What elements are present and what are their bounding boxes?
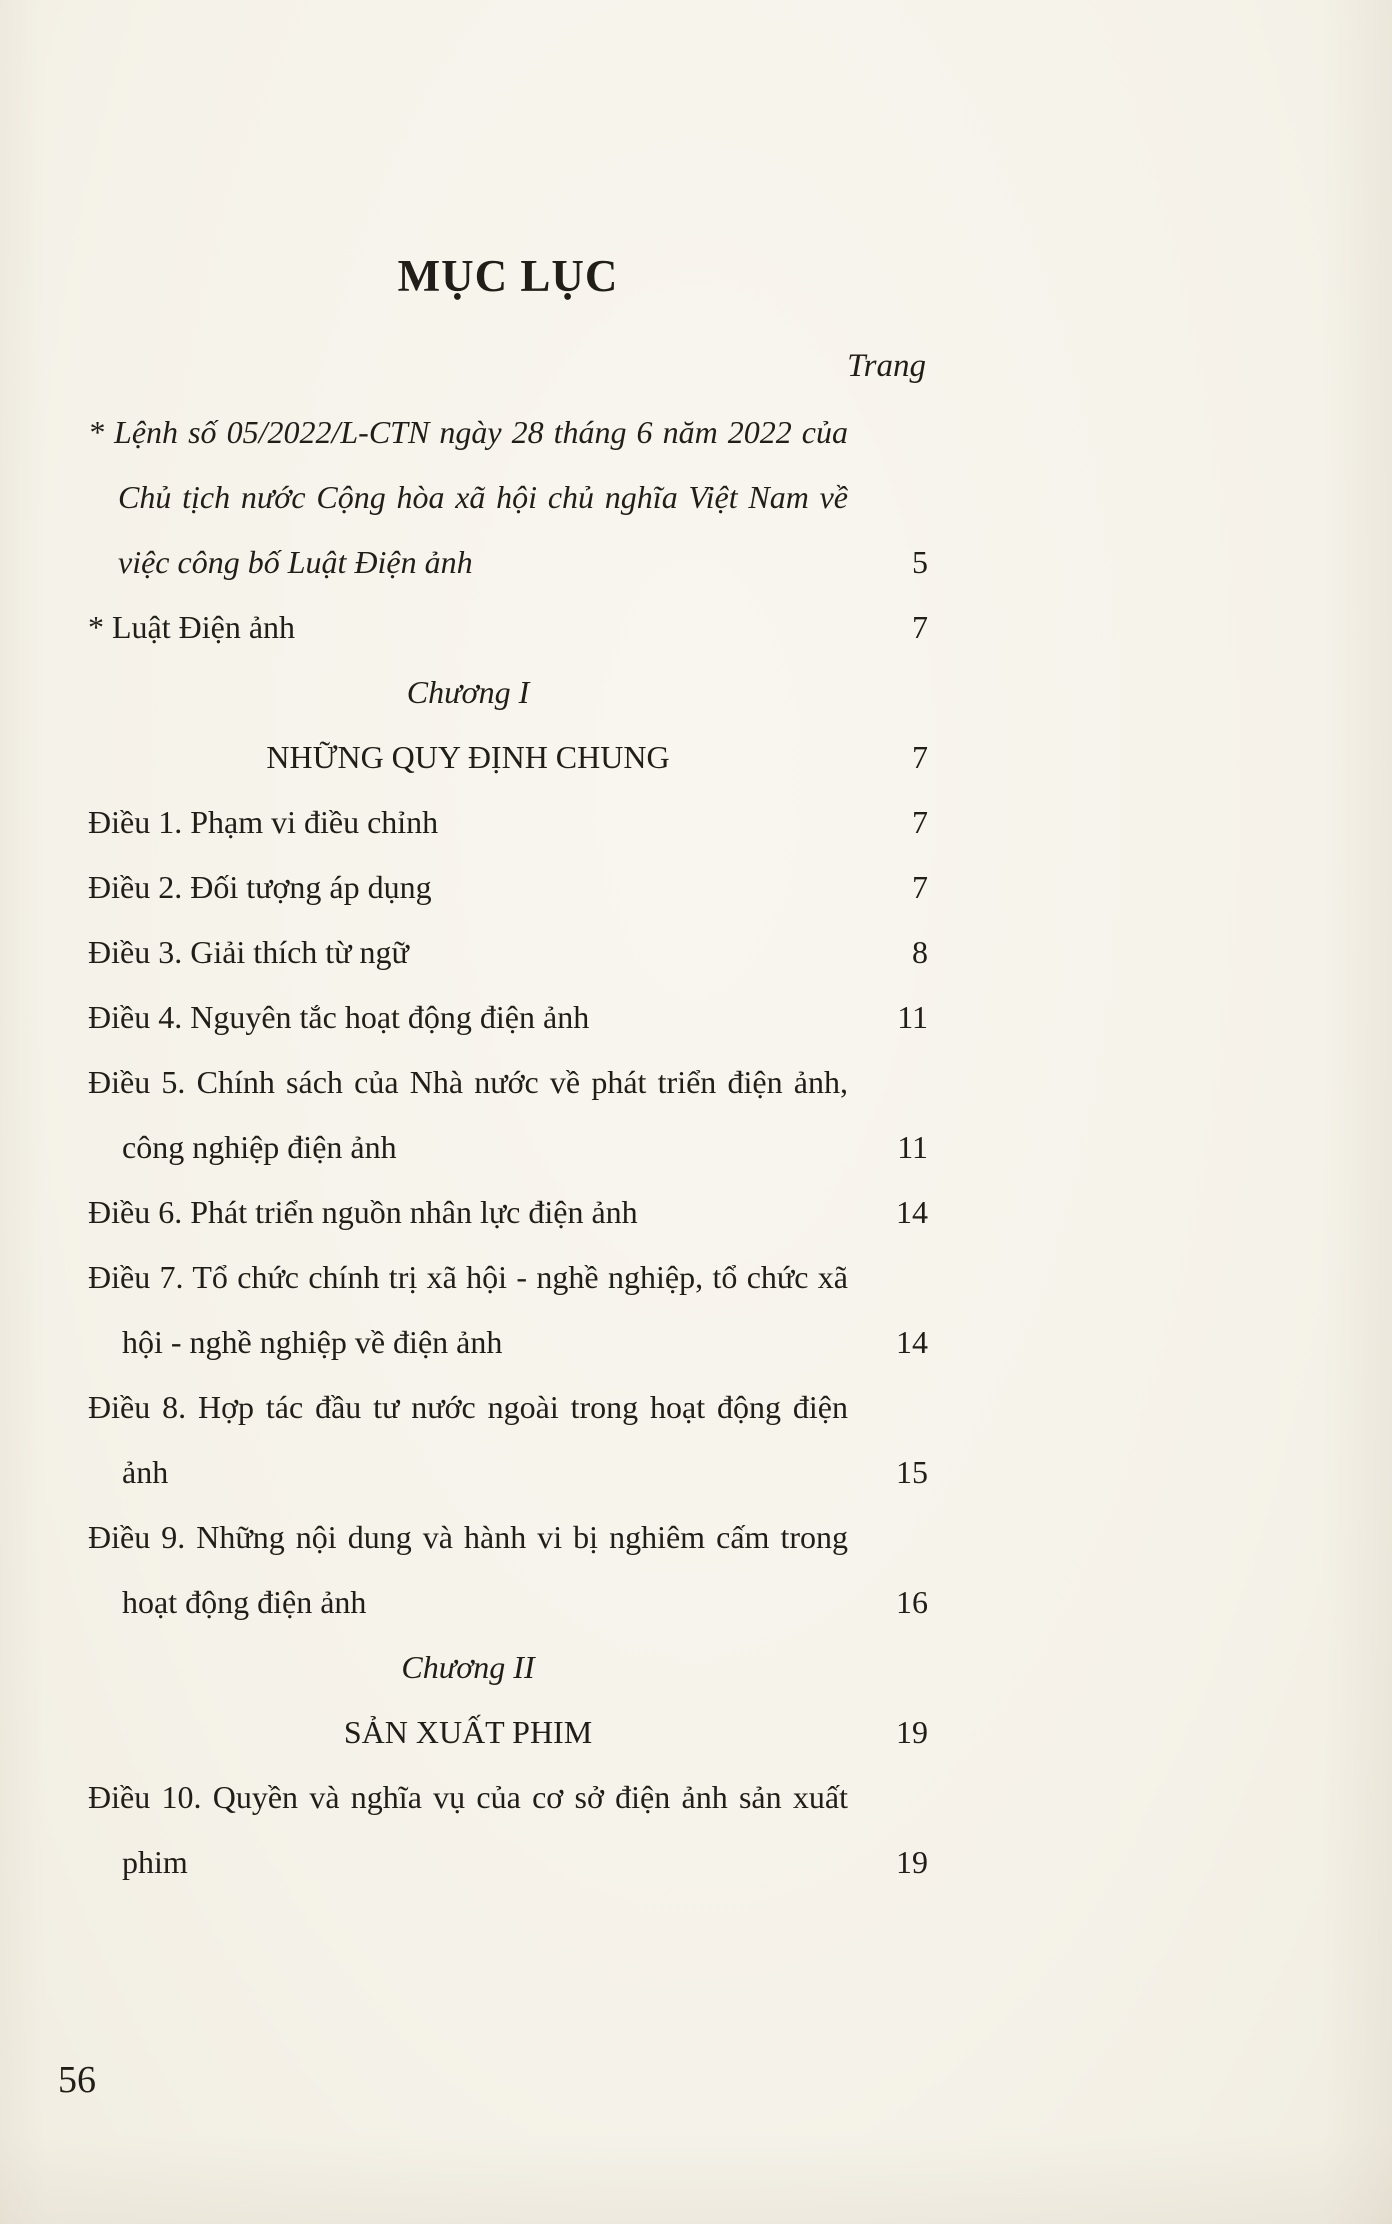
toc-entry	[88, 1505, 928, 1635]
toc-entry-text: * Luật Điện ảnh	[88, 609, 296, 645]
chapter-label: Chương I	[406, 674, 530, 710]
toc-entry-page: 7	[912, 869, 928, 905]
chapter-heading: NHỮNG QUY ĐỊNH CHUNG	[266, 739, 670, 775]
toc-entry	[88, 855, 928, 920]
toc-entry-page: 16	[896, 1584, 928, 1620]
chapter-heading-row	[88, 725, 928, 790]
toc-entry	[88, 920, 928, 985]
toc-entry-page: 19	[896, 1714, 928, 1750]
page-content	[88, 0, 928, 1895]
toc-entry-page: 11	[897, 999, 928, 1035]
toc-entry	[88, 790, 928, 855]
toc-entry-page: 11	[897, 1129, 928, 1165]
toc-entry-text: Điều 4. Nguyên tắc hoạt động điện ảnh	[88, 999, 590, 1035]
toc-entry-text: Điều 6. Phát triển nguồn nhân lực điện ảnh	[88, 1194, 638, 1230]
toc-entry-page: 7	[912, 804, 928, 840]
toc-entry-page: 15	[896, 1454, 928, 1490]
toc-entry-page: 14	[896, 1324, 928, 1360]
toc-entry-page: 19	[896, 1844, 928, 1880]
toc-entry-text: Điều 1. Phạm vi điều chỉnh	[88, 804, 439, 840]
toc-entry-text: Điều 9. Những nội dung và hành vi bị nghiêm cấm trong hoạt động điện ảnh	[88, 1519, 848, 1620]
toc-entry	[88, 1245, 928, 1375]
toc-entry	[88, 400, 928, 595]
toc-entry	[88, 1765, 928, 1895]
toc-entry	[88, 1180, 928, 1245]
toc-entry-text: Điều 2. Đối tượng áp dụng	[88, 869, 432, 905]
toc-list	[88, 400, 928, 1895]
folio-number: 56	[58, 2059, 96, 2101]
chapter-heading: SẢN XUẤT PHIM	[343, 1714, 593, 1750]
toc-entry-text: Điều 10. Quyền và nghĩa vụ của cơ sở điện ảnh sản xuất phim	[88, 1779, 848, 1880]
toc-entry-page: 8	[912, 934, 928, 970]
toc-entry-text: Điều 8. Hợp tác đầu tư nước ngoài trong hoạt động điện ảnh	[88, 1389, 848, 1490]
chapter-label: Chương II	[401, 1649, 535, 1685]
trang-column-header: Trang	[847, 348, 926, 384]
toc-entry-page: 7	[912, 609, 928, 645]
toc-entry-page: 5	[912, 544, 928, 580]
toc-entry-page: 14	[896, 1194, 928, 1230]
toc-entry-text: Điều 3. Giải thích từ ngữ	[88, 934, 409, 970]
toc-entry	[88, 1050, 928, 1180]
toc-entry-text: * Lệnh số 05/2022/L-CTN ngày 28 tháng 6 năm 2022 của Chủ tịch nước Cộng hòa xã hội chủ nghĩa Việt Nam về việc công bố Luật Điện ảnh	[88, 414, 848, 580]
toc-entry	[88, 1375, 928, 1505]
toc-entry-text: Điều 5. Chính sách của Nhà nước về phát triển điện ảnh, công nghiệp điện ảnh	[88, 1064, 848, 1165]
chapter-heading-row	[88, 1700, 928, 1765]
toc-entry-text: Điều 7. Tổ chức chính trị xã hội - nghề nghiệp, tổ chức xã hội - nghề nghiệp về điện ảnh	[88, 1259, 848, 1360]
page-title: MỤC LỤC	[397, 251, 619, 301]
toc-entry-page: 7	[912, 739, 928, 775]
toc-entry	[88, 985, 928, 1050]
toc-entry	[88, 595, 928, 660]
